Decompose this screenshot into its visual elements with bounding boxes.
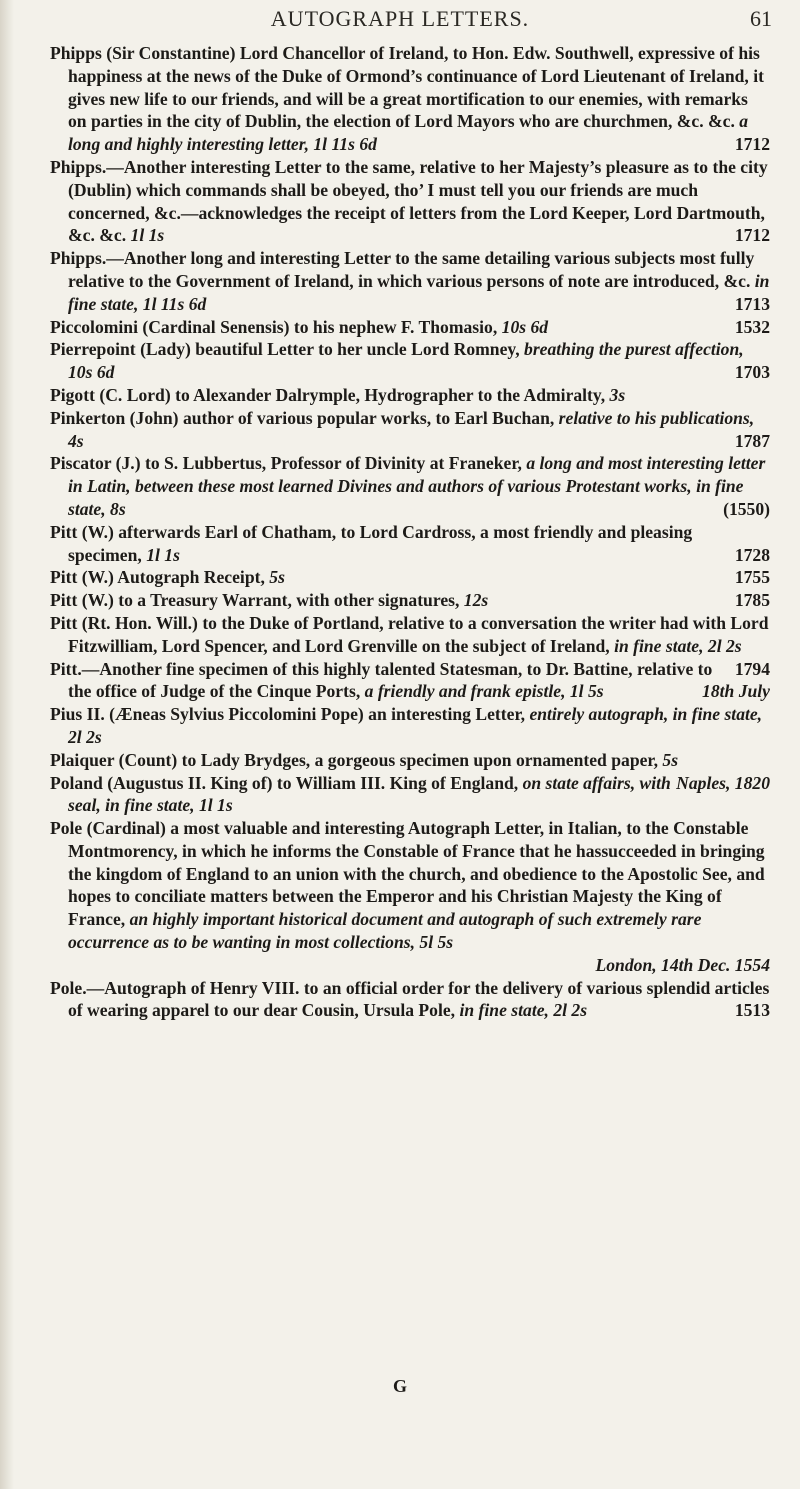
- entry-description: (W.) to a Treasury Warrant, with other signatures,: [77, 590, 464, 611]
- entry-description: (Lady) beautiful Letter to her uncle Lord Romney,: [135, 339, 525, 360]
- entry-date: 1513: [734, 1000, 770, 1021]
- entry-description: (Cardinal) a most valuable and interesting Autograph Letter, in Italian, to the Constable Montmorency, in which he informs the Constable of France that he hassucceeded in bringing the kingdom of England to an union with the church, and obedience to the Apostolic See, and hopes to conciliate matters between the Emperor and his Christian Majesty the King of France,: [68, 818, 765, 930]
- entry-date: (1550): [723, 498, 770, 519]
- entry-description: (C. Lord) to Alexander Dalrymple, Hydrographer to the Admiralty,: [94, 384, 610, 405]
- entry-description: (W.) afterwards Earl of Chatham, to Lord Cardross, a most friendly and pleasing specimen,: [68, 521, 693, 565]
- catalogue-entry: [50, 521, 770, 567]
- entry-date: 1728: [734, 544, 770, 565]
- entry-headword: Poland: [50, 772, 103, 793]
- entry-description: —Another interesting Letter to the same, relative to her Majesty’s pleasure as to the city (Dublin) which commands shall be obeyed, tho’ I must tell you our friends are much concerned, &c.—acknowledges the receipt of letters from the Lord Keeper, Lord Dartmouth, &c. &c.: [68, 156, 768, 246]
- entry-price: 12s: [463, 590, 489, 611]
- entry-price: 4s: [68, 430, 84, 451]
- catalogue-entry: [50, 658, 770, 704]
- running-head: [0, 6, 800, 36]
- catalogue-entry: [50, 452, 770, 520]
- entry-description: (J.) to S. Lubbertus, Professor of Divinity at Franeker,: [111, 453, 527, 474]
- catalogue-entry: [50, 589, 770, 612]
- entry-description: (Cardinal Senensis) to his nephew F. Thomasio,: [137, 316, 502, 337]
- entry-price: 1l 1s: [194, 795, 233, 816]
- catalogue-entry: [50, 384, 770, 407]
- catalogue-entry: [50, 772, 770, 818]
- entry-price: 3s: [609, 384, 626, 405]
- entry-description: (W.) Autograph Receipt,: [77, 567, 270, 588]
- entry-price: 5s: [269, 567, 285, 588]
- entry-description: (John) author of various popular works, to Earl Buchan,: [125, 407, 559, 428]
- entry-emphasis: in fine state,: [459, 1000, 549, 1021]
- entry-price: 10s 6d: [68, 362, 115, 383]
- entry-headword: Pinkerton: [50, 407, 126, 428]
- catalogue-entry: [50, 156, 770, 247]
- entry-headword: Plaiquer: [50, 749, 115, 770]
- catalogue-entry: [50, 247, 770, 315]
- catalogue-entry: [50, 817, 770, 954]
- entry-headword: Pitt: [50, 590, 78, 611]
- entry-price: 1l 5s: [565, 681, 604, 702]
- page-title: AUTOGRAPH LETTERS.: [270, 6, 530, 31]
- page-number: 61: [750, 6, 772, 31]
- entry-price: 8s: [105, 498, 126, 519]
- entry-date: 1787: [734, 430, 770, 451]
- entry-headword: Pigott: [50, 384, 95, 405]
- entry-description: (Count) to Lady Brydges, a gorgeous specimen upon ornamented paper,: [114, 749, 663, 770]
- entry-headword: Piccolomini: [50, 316, 138, 337]
- entry-date: 1532: [734, 316, 770, 337]
- entry-headword: Pitt.: [50, 658, 82, 679]
- entry-description: —Another long and interesting Letter to the same detailing various subjects most fully relative to the Government of Ireland, in which various persons of note are introduced, &c.: [68, 248, 755, 291]
- entry-price: 1l 1s: [130, 225, 165, 246]
- entry-date: 1712: [734, 225, 770, 246]
- entry-description: —Another fine specimen of this highly talented Statesman, to Dr. Battine, relative to the office of Judge of the Cinque Ports,: [68, 658, 713, 702]
- catalogue-entry: [50, 407, 770, 453]
- entry-emphasis: breathing the purest affection,: [524, 339, 744, 360]
- entry-date: 1713: [734, 293, 770, 314]
- entry-emphasis: a long and highly interesting letter,: [68, 111, 749, 155]
- entry-headword: Pierrepoint: [50, 339, 136, 360]
- entry-price: 1l 11s 6d: [138, 293, 207, 314]
- signature-mark: G: [392, 1376, 407, 1396]
- entry-headword: Piscator: [50, 453, 112, 474]
- entry-description: (Sir Constantine) Lord Chancellor of Ireland, to Hon. Edw. Southwell, expressive of his happiness at the news of the Duke of Ormond’s continuance of Lord Lieutenant of Ireland, it gives new life to our friends, and will be a great mortification to our enemies, with remarks on parties in the city of Dublin, the election of Lord Mayors who are churchmen, &c. &c.: [68, 43, 764, 132]
- entry-emphasis: in fine state,: [68, 270, 770, 314]
- entry-emphasis: entirely autograph, in fine state,: [529, 704, 763, 725]
- entry-date: 1712: [734, 134, 770, 155]
- entry-emphasis: relative to his publications,: [558, 407, 755, 428]
- catalogue-entry: [50, 316, 770, 339]
- catalogue-entry: [50, 703, 770, 749]
- entry-price: 5s: [662, 749, 679, 770]
- entry-price: 1l 1s: [146, 544, 180, 565]
- entry-date: 1755: [734, 567, 770, 588]
- entry-headword: Pitt: [50, 612, 78, 633]
- entry-date: 1703: [734, 362, 770, 383]
- entry-description: (Rt. Hon. Will.) to the Duke of Portland, relative to a conversation the writer had with Lord Fitzwilliam, Lord Spencer, and Lord Grenville on the subject of Ireland,: [68, 612, 769, 656]
- entry-date: 18th July: [702, 681, 770, 702]
- entry-price: 2l 2s: [703, 635, 742, 656]
- catalogue-entry: [50, 977, 770, 1023]
- entry-headword: Pole: [50, 818, 83, 839]
- entry-emphasis: in fine state,: [614, 635, 704, 656]
- entry-price: 2l 2s: [548, 1000, 588, 1021]
- entry-headword: Pius II.: [50, 704, 105, 725]
- entry-emphasis: an highly important historical document and autograph of such extremely rare occurrence as to be wanting in most collections,: [68, 909, 702, 953]
- entry-emphasis: on state affairs, with seal, in fine state,: [68, 772, 671, 816]
- entry-headword: Phipps: [50, 43, 102, 63]
- catalogue-entry: [50, 42, 770, 156]
- entry-date: London, 14th Dec. 1554: [595, 954, 770, 975]
- entry-date: Naples, 1820: [676, 772, 770, 793]
- entry-place-date: [50, 954, 770, 977]
- entry-headword: Pole.: [50, 977, 87, 998]
- entry-emphasis: a friendly and frank epistle,: [364, 681, 566, 702]
- entry-emphasis: a long and most interesting letter in Latin, between these most learned Divines and authors of various Protestant works, in fine state,: [68, 453, 766, 519]
- catalogue-entries: [50, 42, 770, 1022]
- entry-date: 1794: [734, 658, 770, 679]
- entry-price: 2l 2s: [68, 726, 102, 747]
- entry-headword: Phipps.: [50, 248, 107, 269]
- catalogue-entry: [50, 338, 770, 384]
- catalogue-entry: [50, 566, 770, 589]
- entry-date: 1785: [734, 590, 770, 611]
- entry-description: (Æneas Sylvius Piccolomini Pope) an interesting Letter,: [104, 704, 530, 725]
- entry-price: 10s 6d: [501, 316, 549, 337]
- entry-price: 1l 11s 6d: [308, 134, 377, 155]
- page-gutter-shadow: [0, 0, 14, 1489]
- catalogue-entry: [50, 612, 770, 679]
- entry-price: 5l 5s: [415, 932, 454, 953]
- entry-headword: Pitt: [50, 567, 78, 588]
- entry-headword: Pitt: [50, 521, 78, 542]
- entry-headword: Phipps.: [50, 156, 107, 177]
- entry-description: —Autograph of Henry VIII. to an official order for the delivery of various splendid articles of wearing apparel to our dear Cousin, Ursula Pole,: [68, 977, 770, 1021]
- entry-description: (Augustus II. King of) to William III. King of England,: [102, 772, 523, 793]
